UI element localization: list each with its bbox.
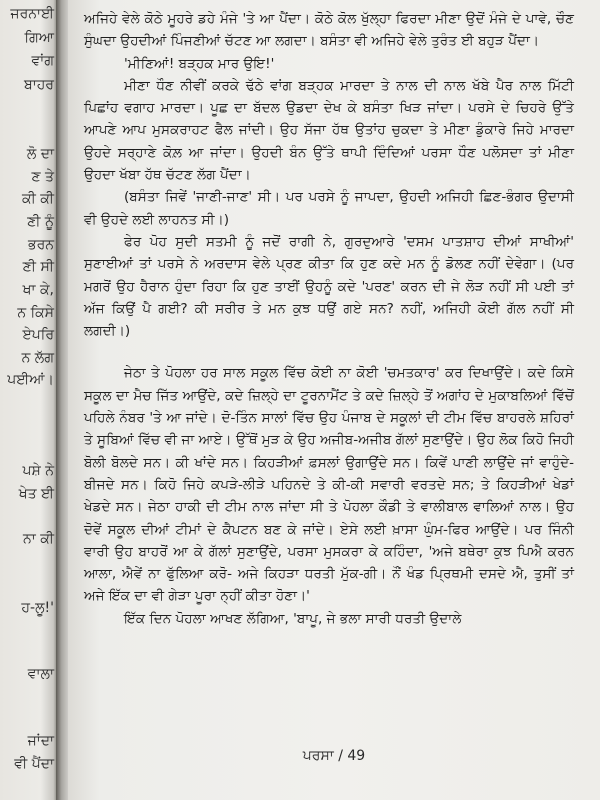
paragraph: ਫੇਰ ਪੋਹ ਸੁਦੀ ਸਤਮੀ ਨੂੰ ਜਦੋਂ ਰਾਗੀ ਨੇ, ਗੁਰਦੁਆਰੇ 'ਦਸਮ ਪਾਤਸ਼ਾਹ ਦੀਆਂ ਸਾਖੀਆਂ' ਸੁਣਾਈਆਂ ਤਾਂ ਪਰਸੇ ਨੇ ਅਰਦਾਸ ਵੇਲੇ ਪ੍ਰਣ ਕੀਤਾ ਕਿ ਹੁਣ ਕਦੇ ਮਨ ਨੂੰ ਡੋਲਣ ਨਹੀਂ ਦੇਵੇਗਾ। (ਪਰ ਮਗਰੋਂ ਉਹ ਹੈਰਾਨ ਹੁੰਦਾ ਰਿਹਾ ਕਿ ਹੁਣ ਤਾਈਂ ਉਹਨੂੰ ਕਦੇ 'ਪਰਣ' ਕਰਨ ਦੀ ਜੇ ਲੋੜ ਨਹੀਂ ਸੀ ਪਈ ਤਾਂ ਅੱਜ ਕਿਉਂ ਪੈ ਗਈ? ਕੀ ਸਰੀਰ ਤੇ ਮਨ ਕੁਝ ਧਉਂ ਗਏ ਸਨ? ਨਹੀਂ, ਅਜਿਹੀ ਕੋਈ ਗੱਲ ਨਹੀਂ ਸੀ ਲਗਦੀ।) [84,233,574,340]
paragraph: 'ਮੀਣਿਆਂ! ਬੜ੍ਹਕ ਮਾਰ ਉਇ!' [124,55,275,72]
paragraph: ਮੀਣਾ ਧੌਣ ਨੀਵੀਂ ਕਰਕੇ ਢੱਠੇ ਵਾਂਗ ਬੜ੍ਹਕ ਮਾਰਦਾ ਤੇ ਨਾਲ ਦੀ ਨਾਲ ਖੱਬੇ ਪੈਰ ਨਾਲ ਮਿੱਟੀ ਪਿਛਾਂਹ ਵਗਾਹ ਮਾਰਦਾ। ਪੂਛ ਦਾ ਬੱਦਲ ਉਡਦਾ ਦੇਖ ਕੇ ਬਸੰਤਾ ਖਿੜ ਜਾਂਦਾ। ਪਰਸੇ ਦੇ ਚਿਹਰੇ ਉੱਤੇ ਆਪਣੇ ਆਪ ਮੁਸਕਰਾਹਟ ਫੈਲ ਜਾਂਦੀ। ਉਹ ਸੱਜਾ ਹੱਥ ਉਤਾਂਹ ਚੁਕਦਾ ਤੇ ਮੀਣਾ ਡੁੰਕਾਰੇ ਜਿਹੇ ਮਾਰਦਾ ਉਹਦੇ ਸਰ੍ਹਾਣੇ ਕੋਲ਼ ਆ ਜਾਂਦਾ। ਉਹਦੀ ਬੰਨ ਉੱਤੇ ਥਾਪੀ ਦਿੰਦਿਆਂ ਪਰਸਾ ਧੌਣ ਪਲੋਸਦਾ ਤਾਂ ਮੀਣਾ ਉਹਦਾ ਖੱਬਾ ਹੱਥ ਚੱਟਣ ਲੱਗ ਪੈਂਦਾ। [84,77,574,184]
facing-page-fragment: ਹ-ਲੂ!' [21,600,54,616]
facing-page-fragment: ਵੀ ਪੈਂਦਾ [14,756,54,772]
facing-page-fragment: ਵਾਂਗ [31,53,54,69]
facing-page-fragment: ਵਾਲਾ [27,666,54,682]
facing-page-fragment: ਣੀ ਸੀ [22,259,54,275]
facing-page-fragment: ਪਈਆਂ। [7,372,54,388]
facing-page-fragment: ਭਰਨ [27,237,54,253]
facing-page-fragment: ਨ ਕਿਸੇ [17,305,54,321]
facing-page-fragment: ਗਿਆ [24,30,54,46]
page-body [84,8,574,630]
facing-page-fragment: ਨ ਲੱਗ [21,350,54,366]
facing-page-fragment: ਨਾ ਕੀ [23,531,54,547]
paragraph: ਜੇਠਾ ਤੇ ਪੋਹਲਾ ਹਰ ਸਾਲ ਸਕੂਲ ਵਿੱਚ ਕੋਈ ਨਾ ਕੋਈ 'ਚਮਤਕਾਰ' ਕਰ ਦਿਖਾਉਂਦੇ। ਕਦੇ ਕਿਸੇ ਸਕੂਲ ਦਾ ਮੈਚ ਜਿੱਤ ਆਉਂਦੇ, ਕਦੇ ਜ਼ਿਲ੍ਹੇ ਦਾ ਟੂਰਨਾਮੈਂਟ ਤੇ ਕਦੇ ਜ਼ਿਲ੍ਹੇ ਤੋਂ ਅਗਾਂਹ ਦੇ ਮੁਕਾਬਲਿਆਂ ਵਿੱਚੋਂ ਪਹਿਲੇ ਨੰਬਰ 'ਤੇ ਆ ਜਾਂਦੇ। ਦੋ-ਤਿੰਨ ਸਾਲਾਂ ਵਿੱਚ ਉਹ ਪੰਜਾਬ ਦੇ ਸਕੂਲਾਂ ਦੀ ਟੀਮ ਵਿੱਚ ਬਾਹਰਲੇ ਸ਼ਹਿਰਾਂ ਤੇ ਸੂਬਿਆਂ ਵਿੱਚ ਵੀ ਜਾ ਆਏ। ਉੱਥੋਂ ਮੁੜ ਕੇ ਉਹ ਅਜੀਬ-ਅਜੀਬ ਗੱਲਾਂ ਸੁਣਾਉਂਦੇ। ਉਹ ਲੋਕ ਕਿਹੋ ਜਿਹੀ ਬੋਲੀ ਬੋਲਦੇ ਸਨ। ਕੀ ਖਾਂਦੇ ਸਨ। ਕਿਹੜੀਆਂ ਫ਼ਸਲਾਂ ਉਗਾਉਂਦੇ ਸਨ। ਕਿਵੇਂ ਪਾਣੀ ਲਾਉਂਦੇ ਜਾਂ ਵਾਹੁੰਦੇ-ਬੀਜਦੇ ਸਨ। ਕਿਹੋ ਜਿਹੇ ਕਪੜੇ-ਲੀੜੇ ਪਹਿਨਦੇ ਤੇ ਕੀ-ਕੀ ਸਵਾਰੀ ਵਰਤਦੇ ਸਨ; ਤੇ ਕਿਹੜੀਆਂ ਖੇਡਾਂ ਖੇਡਦੇ ਸਨ। ਜੇਠਾ ਹਾਕੀ ਦੀ ਟੀਮ ਨਾਲ ਜਾਂਦਾ ਸੀ ਤੇ ਪੋਹਲਾ ਕੌਡੀ ਤੇ ਵਾਲੀਬਾਲ ਵਾਲਿਆਂ ਨਾਲ। ਉਹ ਦੋਵੇਂ ਸਕੂਲ ਦੀਆਂ ਟੀਮਾਂ ਦੇ ਕੈਪਟਨ ਬਣ ਕੇ ਜਾਂਦੇ। ਏਸੇ ਲਈ ਖ਼ਾਸਾ ਘੁੰਮ-ਫਿਰ ਆਉਂਦੇ। ਪਰ ਜਿੰਨੀ ਵਾਰੀ ਉਹ ਬਾਹਰੋਂ ਆ ਕੇ ਗੱਲਾਂ ਸੁਣਾਉਂਦੇ, ਪਰਸਾ ਮੁਸਕਰਾ ਕੇ ਕਹਿੰਦਾ, 'ਅਜੇ ਬਥੇਰਾ ਕੁਝ ਪਿਐ ਕਰਨ ਆਲਾ, ਐਵੇਂ ਨਾ ਫੁੱਲਿਆ ਕਰੋ- ਅਜੇ ਕਿਹੜਾ ਧਰਤੀ ਮੁੱਕ-ਗੀ। ਨੌਂ ਖੰਡ ਪ੍ਰਿਥਮੀ ਦਸਦੇ ਐ, ਤੁਸੀਂ ਤਾਂ ਅਜੇ ਇੱਕ ਦਾ ਵੀ ਗੇੜਾ ਪੂਰਾ ਨ੍ਹੀਂ ਕੀਤਾ ਹੋਣਾ।' [84,365,574,605]
facing-page-fragment: ਬਾਹਰ [23,77,54,93]
facing-page-fragment: ਖੇਤ ਈ [18,486,54,502]
facing-page [0,0,58,800]
facing-page-fragment: ਜਰਨਾਈ [10,6,54,22]
facing-page-fragment: ਲੋ ਦਾ [26,146,54,162]
paragraph: ਅਜਿਹੇ ਵੇਲੇ ਕੋਠੇ ਮੂਹਰੇ ਡਹੇ ਮੰਜੇ 'ਤੇ ਆ ਪੈਂਦਾ। ਕੋਠੇ ਕੋਲ ਖੁੱਲ੍ਹਾ ਫਿਰਦਾ ਮੀਣਾ ਉਦੋਂ ਮੰਜੇ ਦੇ ਪਾਵੇ, ਚੌਣ ਸੁੰਘਦਾ ਉਹਦੀਆਂ ਪਿੰਜਣੀਆਂ ਚੱਟਣ ਆ ਲਗਦਾ। ਬਸੰਤਾ ਵੀ ਅਜਿਹੇ ਵੇਲੇ ਤੁਰੰਤ ਈ ਬਹੁੜ ਪੈਂਦਾ। [84,11,574,50]
facing-page-fragment: ਪਸ਼ੇ ਨੇ [22,463,54,479]
facing-page-fragment: ਜਾਂਦਾ [27,733,54,749]
facing-page-fragment: ਖਾ ਕੇ, [22,282,54,298]
facing-page-fragment: ਣ ਤੇ [31,169,54,185]
facing-page-fragment: ਣੀ ਨੂੰ [27,214,54,230]
paragraph: ਇੱਕ ਦਿਨ ਪੋਹਲਾ ਆਖਣ ਲੱਗਿਆ, 'ਬਾਪੂ, ਜੇ ਭਲਾ ਸਾਰੀ ਧਰਤੀ ਉਦਾਲੇ [124,610,462,627]
book-page [68,0,600,800]
paragraph: (ਬਸੰਤਾ ਜਿਵੇਂ 'ਜਾਣੀ-ਜਾਣ' ਸੀ। ਪਰ ਪਰਸੇ ਨੂੰ ਜਾਪਦਾ, ਉਹਦੀ ਅਜਿਹੀ ਛਿਣ-ਭੰਗਰ ਉਦਾਸੀ ਵੀ ਉਹਦੇ ਲਈ ਲਾਹਨਤ ਸੀ।) [84,189,574,228]
page-number: ਪਰਸਾ / 49 [302,748,366,764]
facing-page-fragment: ਕੀ ਕੀ [22,191,54,207]
facing-page-fragment: ਏਪਰਿ [22,327,54,343]
